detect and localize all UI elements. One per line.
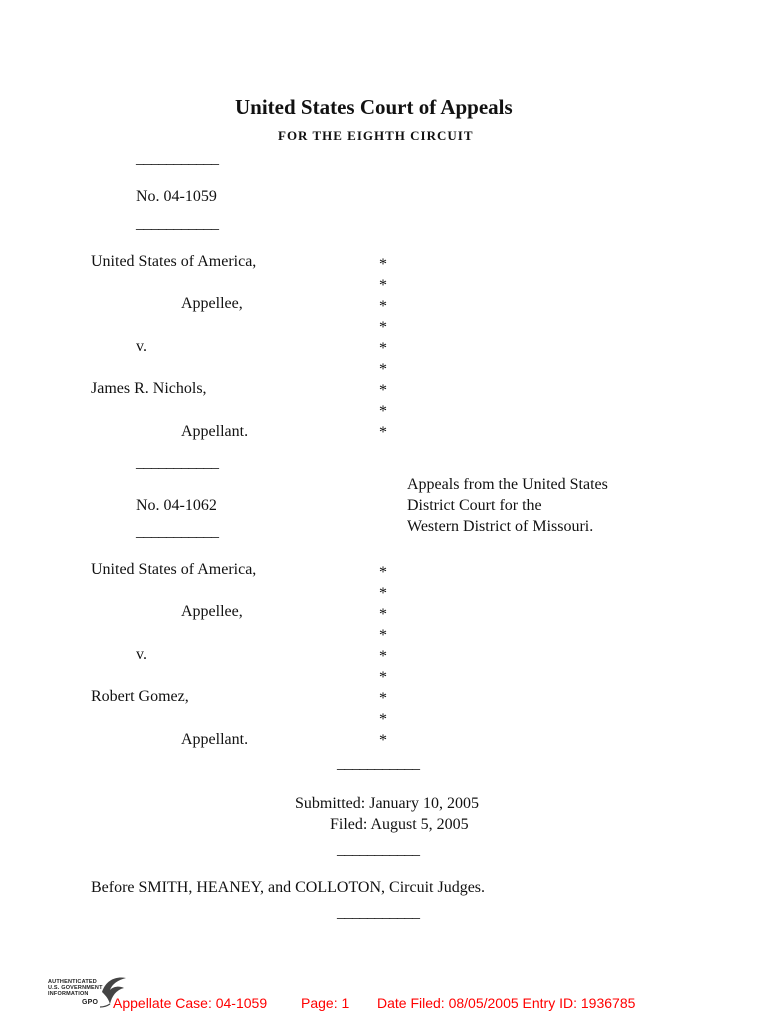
submitted-date: Submitted: January 10, 2005 — [295, 795, 479, 812]
panel-judges: Before SMITH, HEANEY, and COLLOTON, Circuit Judges. — [91, 879, 486, 896]
appeal-origin-line-1: Appeals from the United States — [407, 476, 608, 493]
court-title: United States Court of Appeals — [235, 95, 513, 119]
star-mark: * — [379, 424, 387, 441]
separator-rule: ___________ — [337, 841, 420, 858]
separator-rule: ___________ — [337, 755, 420, 772]
star-mark: * — [379, 256, 387, 273]
footer-case: Appellate Case: 04-1059 — [113, 995, 268, 1011]
star-mark: * — [379, 732, 387, 749]
star-mark: * — [379, 340, 387, 357]
star-mark: * — [379, 648, 387, 665]
star-mark: * — [379, 627, 387, 644]
star-mark: * — [379, 277, 387, 294]
appeal-origin-line-2: District Court for the — [407, 497, 542, 514]
circuit-subtitle: FOR THE EIGHTH CIRCUIT — [278, 128, 474, 143]
case2-defendant: Robert Gomez, — [91, 688, 189, 705]
star-mark: * — [379, 690, 387, 707]
footer-date-filed: Date Filed: 08/05/2005 Entry ID: 1936785 — [377, 995, 636, 1011]
case2-plaintiff: United States of America, — [91, 561, 257, 578]
separator-rule: ___________ — [136, 150, 219, 167]
case1-star-column — [379, 254, 387, 443]
star-mark: * — [379, 669, 387, 686]
gpo-logo-line: INFORMATION — [48, 991, 89, 997]
case1-plaintiff-role: Appellee, — [181, 295, 243, 312]
case2-versus: v. — [136, 646, 147, 663]
case2-defendant-role: Appellant. — [181, 731, 249, 748]
star-mark: * — [379, 403, 387, 420]
case1-defendant-role: Appellant. — [181, 423, 249, 440]
separator-rule: ___________ — [136, 454, 219, 471]
case2-plaintiff-role: Appellee, — [181, 603, 243, 620]
case1-versus: v. — [136, 338, 147, 355]
filed-date: Filed: August 5, 2005 — [330, 816, 469, 833]
gpo-logo-line: AUTHENTICATED — [48, 979, 97, 985]
gpo-logo-line: U.S. GOVERNMENT — [48, 985, 103, 991]
separator-rule: ___________ — [136, 523, 219, 540]
separator-rule: ___________ — [136, 215, 219, 232]
case2-star-column — [379, 562, 387, 751]
case1-defendant: James R. Nichols, — [91, 380, 207, 397]
case-number-1: No. 04-1059 — [136, 188, 217, 205]
star-mark: * — [379, 361, 387, 378]
star-mark: * — [379, 564, 387, 581]
star-mark: * — [379, 711, 387, 728]
separator-rule: ___________ — [337, 904, 420, 921]
star-mark: * — [379, 606, 387, 623]
star-mark: * — [379, 319, 387, 336]
gpo-logo-mark: GPO — [82, 999, 99, 1006]
footer-page: Page: 1 — [301, 995, 350, 1011]
star-mark: * — [379, 298, 387, 315]
star-mark: * — [379, 585, 387, 602]
case-number-2: No. 04-1062 — [136, 497, 217, 514]
appeal-origin-line-3: Western District of Missouri. — [407, 518, 594, 535]
case1-plaintiff: United States of America, — [91, 253, 257, 270]
star-mark: * — [379, 382, 387, 399]
